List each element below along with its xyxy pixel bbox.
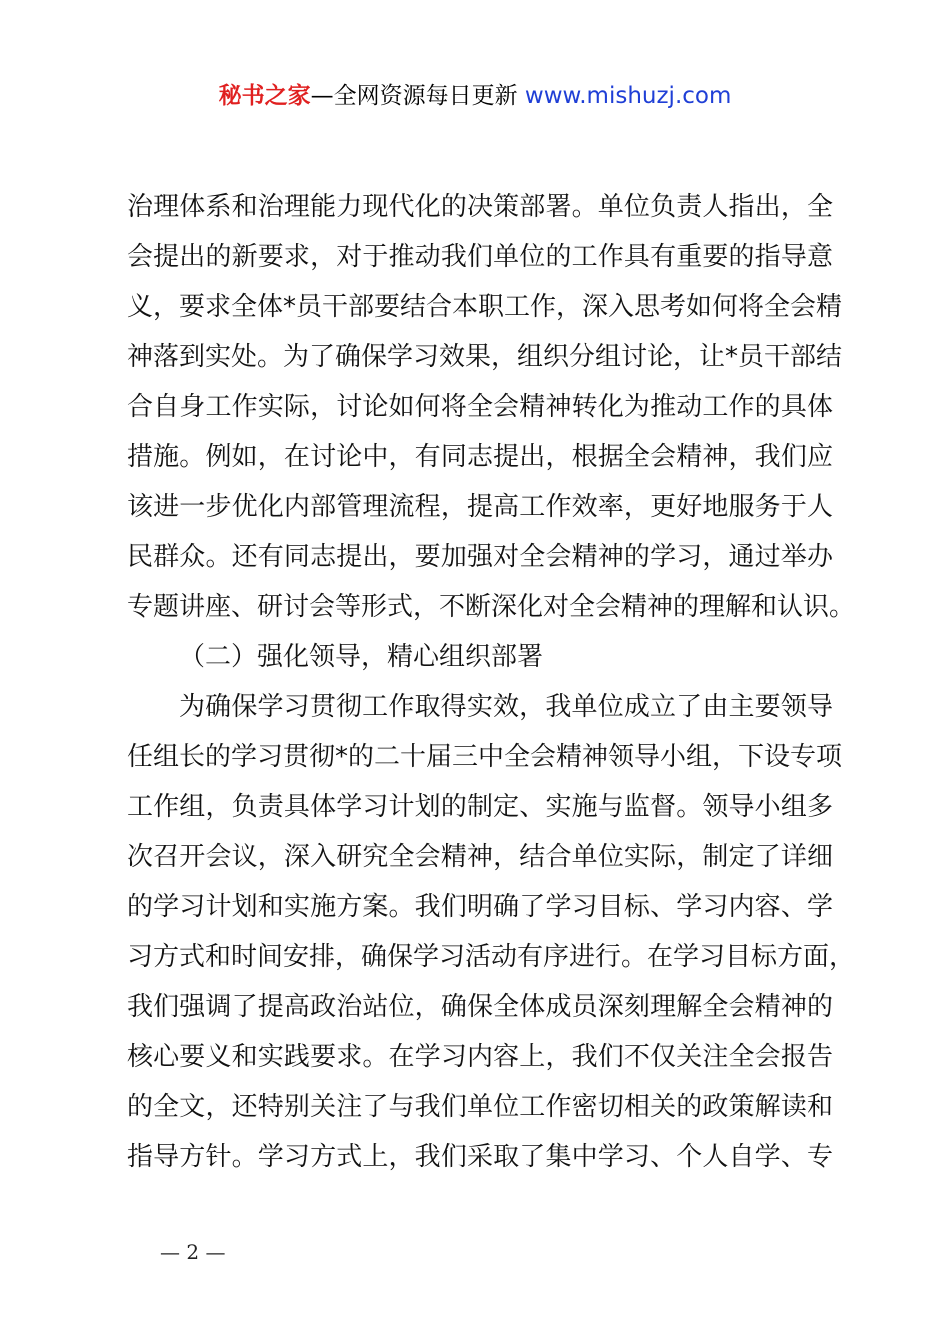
text-line: 合自身工作实际，讨论如何将全会精神转化为推动工作的具体 xyxy=(127,392,833,422)
text-line: 措施。例如，在讨论中，有同志提出，根据全会精神，我们应 xyxy=(127,442,833,472)
brand-name: 秘书之家 xyxy=(218,83,311,109)
page-number: — 2 — xyxy=(160,1240,226,1264)
text-line: 任组长的学习贯彻*的二十届三中全会精神领导小组，下设专项 xyxy=(127,742,843,772)
page-header xyxy=(0,80,950,112)
document-body xyxy=(127,182,856,1182)
text-line: 治理体系和治理能力现代化的决策部署。单位负责人指出，全 xyxy=(127,192,833,222)
text-line: 为确保学习贯彻工作取得实效，我单位成立了由主要领导 xyxy=(179,692,833,722)
text-line: 次召开会议，深入研究全会精神，结合单位实际，制定了详细 xyxy=(127,842,833,872)
text-line: 该进一步优化内部管理流程，提高工作效率，更好地服务于人 xyxy=(127,492,833,522)
website-link[interactable]: www.mishuzj.com xyxy=(524,83,732,109)
section-heading: （二）强化领导，精心组织部署 xyxy=(179,642,544,672)
header-tagline: —全网资源每日更新 xyxy=(310,83,518,109)
text-line: 工作组，负责具体学习计划的制定、实施与监督。领导小组多 xyxy=(127,792,833,822)
text-line: 民群众。还有同志提出，要加强对全会精神的学习，通过举办 xyxy=(127,542,833,572)
text-line: 我们强调了提高政治站位，确保全体成员深刻理解全会精神的 xyxy=(127,992,833,1022)
text-line: 习方式和时间安排，确保学习活动有序进行。在学习目标方面， xyxy=(127,942,856,972)
text-line: 专题讲座、研讨会等形式，不断深化对全会精神的理解和认识。 xyxy=(127,592,856,622)
text-line: 核心要义和实践要求。在学习内容上，我们不仅关注全会报告 xyxy=(127,1042,833,1072)
text-line: 神落到实处。为了确保学习效果，组织分组讨论，让*员干部结 xyxy=(127,342,843,372)
text-line: 的学习计划和实施方案。我们明确了学习目标、学习内容、学 xyxy=(127,892,833,922)
text-line: 指导方针。学习方式上，我们采取了集中学习、个人自学、专 xyxy=(127,1142,833,1172)
text-line: 义，要求全体*员干部要结合本职工作，深入思考如何将全会精 xyxy=(127,292,843,322)
text-line: 的全文，还特别关注了与我们单位工作密切相关的政策解读和 xyxy=(127,1092,833,1122)
text-line: 会提出的新要求，对于推动我们单位的工作具有重要的指导意 xyxy=(127,242,833,272)
